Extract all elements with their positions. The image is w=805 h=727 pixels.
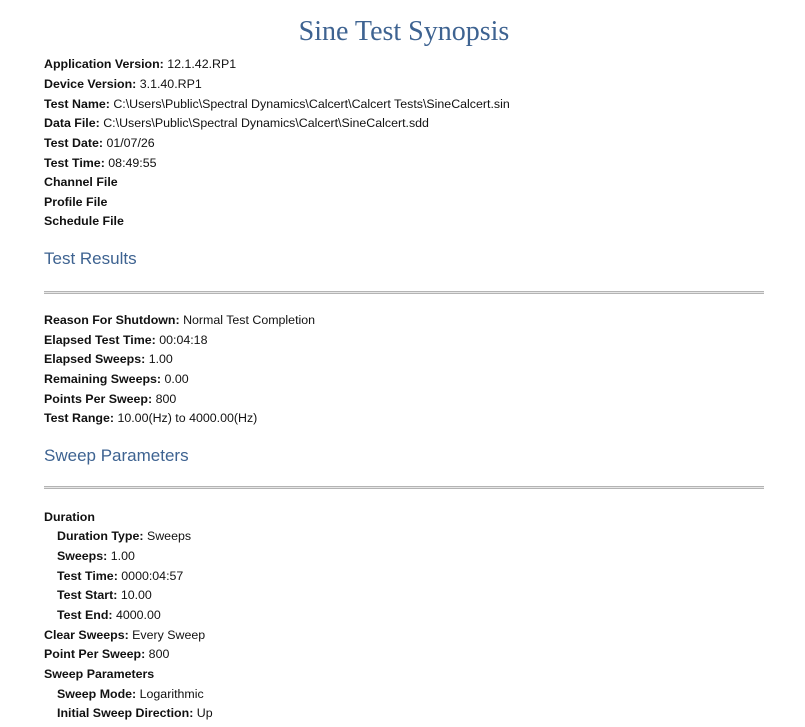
field-sweep-parameters-group: Sweep Parameters [44,667,155,681]
field-application-version: Application Version: 12.1.42.RP1 [44,57,237,71]
field-reason-for-shutdown: Reason For Shutdown: Normal Test Completion [44,313,316,327]
field-test-name: Test Name: C:\Users\Public\Spectral Dynamics\Calcert\Calcert Tests\SineCalcert.sin [44,97,510,111]
field-points-per-sweep: Points Per Sweep: 800 [44,392,177,406]
field-test-end: Test End: 4000.00 [57,608,161,622]
field-sweeps: Sweeps: 1.00 [57,549,135,563]
field-test-start: Test Start: 10.00 [57,588,152,602]
field-test-range: Test Range: 10.00(Hz) to 4000.00(Hz) [44,411,258,425]
field-elapsed-sweeps: Elapsed Sweeps: 1.00 [44,352,173,366]
section-heading-test-results: Test Results [44,249,137,268]
field-duration-type: Duration Type: Sweeps [57,529,192,543]
field-device-version: Device Version: 3.1.40.RP1 [44,77,202,91]
field-point-per-sweep: Point Per Sweep: 800 [44,647,170,661]
field-elapsed-test-time: Elapsed Test Time: 00:04:18 [44,333,208,347]
field-test-time-duration: Test Time: 0000:04:57 [57,569,184,583]
field-profile-file: Profile File [44,195,108,209]
field-schedule-file: Schedule File [44,214,124,228]
section-divider [44,291,764,294]
document-title: Sine Test Synopsis [298,16,510,47]
section-divider [44,486,764,489]
field-initial-sweep-direction: Initial Sweep Direction: Up [57,706,213,720]
field-test-date: Test Date: 01/07/26 [44,136,155,150]
field-duration: Duration [44,510,95,524]
field-clear-sweeps: Clear Sweeps: Every Sweep [44,628,206,642]
section-heading-sweep-parameters: Sweep Parameters [44,446,189,465]
field-data-file: Data File: C:\Users\Public\Spectral Dynamics\Calcert\SineCalcert.sdd [44,116,429,130]
field-channel-file: Channel File [44,175,118,189]
field-remaining-sweeps: Remaining Sweeps: 0.00 [44,372,189,386]
field-sweep-mode: Sweep Mode: Logarithmic [57,687,204,701]
field-test-time: Test Time: 08:49:55 [44,156,157,170]
